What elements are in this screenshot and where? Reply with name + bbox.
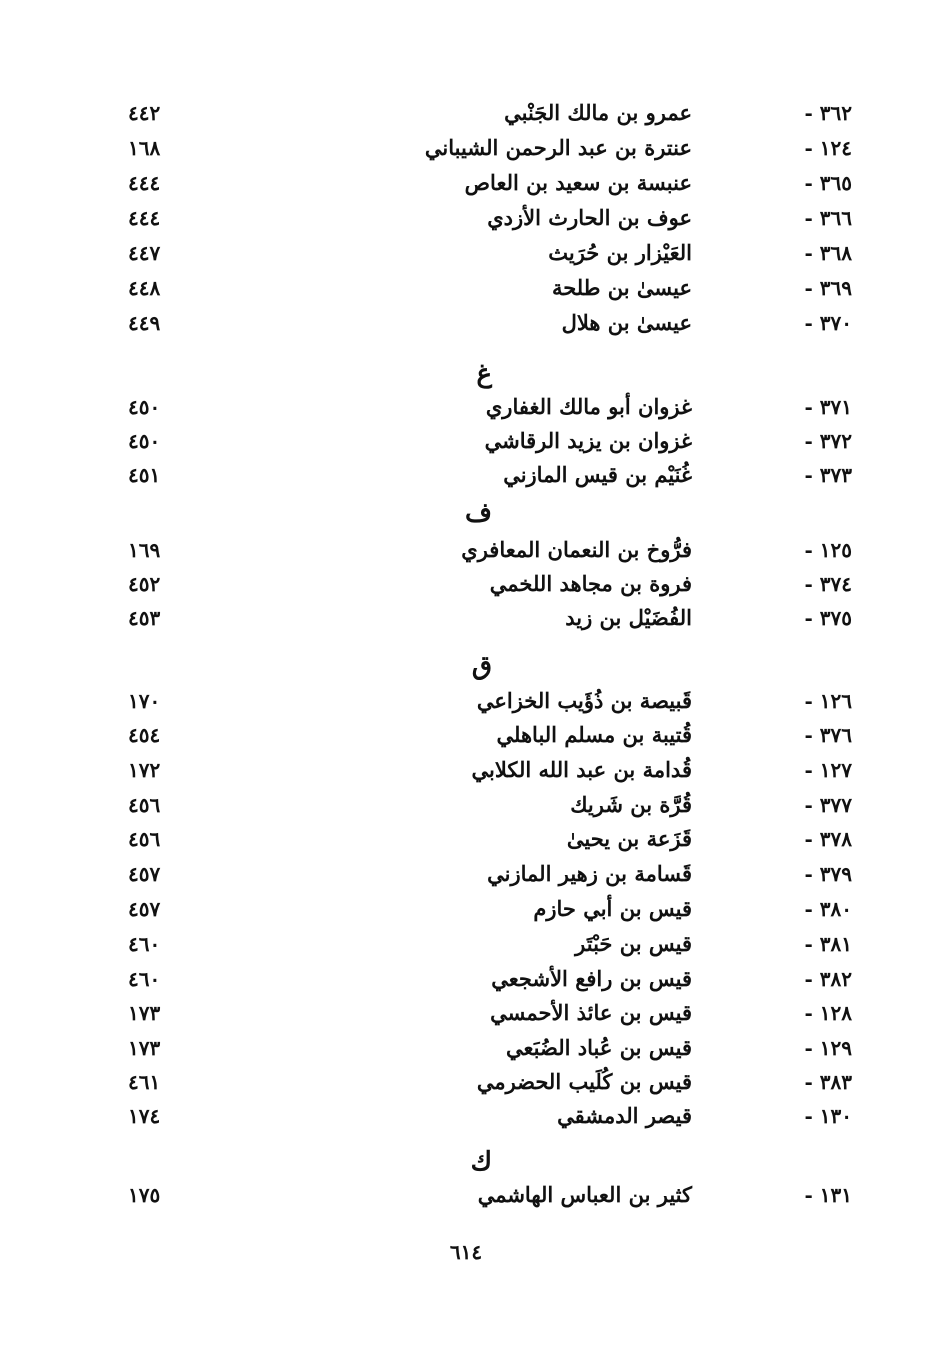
entry-number: ٣٧٣ - (804, 463, 852, 487)
entry-number: ١٢٤ - (804, 136, 852, 160)
entry-name: العَيْزار بن حُرَيث (548, 240, 692, 265)
entry-number: ٣٦٦ - (804, 206, 852, 230)
entry-name: عمرو بن مالك الجَنْبي (504, 100, 692, 125)
entry-name: فروة بن مجاهد اللخمي (489, 571, 692, 596)
page-number: ٦١٤ (449, 1240, 483, 1264)
entry-page: ١٧٣ (128, 1001, 161, 1025)
index-entry (0, 1031, 932, 1065)
entry-number: ٣٨١ - (804, 932, 852, 956)
entry-number: ٣٧٠ - (804, 311, 852, 335)
entry-page: ٤٤٩ (128, 311, 161, 335)
entry-page: ٤٤٧ (128, 241, 161, 265)
entry-name: عيسىٰ بن هلال (561, 310, 692, 335)
index-entry (0, 996, 932, 1030)
entry-page: ٤٥٧ (128, 897, 161, 921)
entry-page: ٤٥٠ (128, 395, 161, 419)
entry-name: قيس بن رافع الأشجعي (491, 966, 692, 991)
entry-page: ٤٥٠ (128, 429, 161, 453)
entry-page: ١٧٤ (128, 1104, 161, 1128)
index-entry (0, 201, 932, 235)
index-entry (0, 166, 932, 200)
entry-number: ٣٦٥ - (804, 171, 852, 195)
entry-page: ١٧٠ (128, 689, 161, 713)
entry-number: ١٢٧ - (804, 758, 852, 782)
index-entry (0, 684, 932, 718)
entry-name: عنترة بن عبد الرحمن الشيباني (424, 135, 692, 160)
entry-name: قَسامة بن زهير المازني (487, 861, 692, 886)
entry-number: ٣٧٧ - (804, 793, 852, 817)
entry-name: قيس بن حَبْتَر (575, 931, 692, 956)
entry-number: ٣٦٩ - (804, 276, 852, 300)
index-entry (0, 390, 932, 424)
entry-name: غزوان أبو مالك الغفاري (485, 394, 692, 419)
index-entry (0, 857, 932, 891)
index-entry (0, 271, 932, 305)
section-letter-heading: ف (465, 498, 492, 528)
entry-page: ١٧٢ (128, 758, 161, 782)
entry-number: ١٣١ - (804, 1183, 852, 1207)
entry-number: ٣٧٦ - (804, 723, 852, 747)
entry-number: ٣٨٠ - (804, 897, 852, 921)
entry-page: ٤٤٨ (128, 276, 161, 300)
index-entry (0, 458, 932, 492)
entry-name: عوف بن الحارث الأزدي (487, 205, 692, 230)
entry-name: غُنَيْم بن قيس المازني (503, 462, 692, 487)
entry-number: ٣٦٢ - (804, 101, 852, 125)
entry-number: ٣٧٢ - (804, 429, 852, 453)
index-entry (0, 96, 932, 130)
entry-number: ٣٦٨ - (804, 241, 852, 265)
entry-page: ٤٥٦ (128, 827, 161, 851)
index-entry (0, 892, 932, 926)
index-entry (0, 1178, 932, 1212)
entry-name: عنبسة بن سعيد بن العاص (464, 170, 692, 195)
entry-page: ٤٦١ (128, 1070, 161, 1094)
entry-page: ٤٥١ (128, 463, 161, 487)
section-letter-heading: غ (476, 359, 492, 389)
entry-name: قيس بن عائذ الأحمسي (490, 1000, 692, 1025)
index-entry (0, 753, 932, 787)
entry-name: قيس بن كُلَيب الحضرمي (476, 1069, 692, 1094)
index-entry (0, 718, 932, 752)
entry-number: ٣٧١ - (804, 395, 852, 419)
entry-name: الفُضَيْل بن زيد (565, 605, 692, 630)
index-entry (0, 306, 932, 340)
index-entry (0, 927, 932, 961)
index-entry (0, 788, 932, 822)
entry-name: قيس بن عُباد الضُبَعي (506, 1035, 692, 1060)
entry-page: ٤٥٢ (128, 572, 161, 596)
entry-page: ٤٥٣ (128, 606, 161, 630)
index-entry (0, 131, 932, 165)
entry-number: ١٢٨ - (804, 1001, 852, 1025)
entry-name: قُدامة بن عبد الله الكلابي (471, 757, 692, 782)
index-entry (0, 1099, 932, 1133)
entry-number: ٣٧٩ - (804, 862, 852, 886)
entry-name: غزوان بن يزيد الرقاشي (484, 428, 692, 453)
entry-page: ١٦٩ (128, 538, 161, 562)
entry-number: ١٢٥ - (804, 538, 852, 562)
entry-page: ٤٦٠ (128, 967, 161, 991)
index-entry (0, 822, 932, 856)
index-entry (0, 601, 932, 635)
entry-number: ٣٧٤ - (804, 572, 852, 596)
entry-page: ٤٥٦ (128, 793, 161, 817)
entry-page: ٤٤٢ (128, 101, 161, 125)
index-entry (0, 567, 932, 601)
entry-name: قَبيصة بن ذُؤَيب الخزاعي (476, 688, 692, 713)
entry-name: كثير بن العباس الهاشمي (477, 1182, 692, 1207)
entry-number: ١٣٠ - (804, 1104, 852, 1128)
index-entry (0, 236, 932, 270)
entry-number: ٣٧٥ - (804, 606, 852, 630)
section-letter-heading: ق (471, 651, 492, 681)
entry-number: ٣٧٨ - (804, 827, 852, 851)
entry-name: قُتيبة بن مسلم الباهلي (496, 722, 692, 747)
section-letter-heading: ك (470, 1147, 492, 1177)
entry-name: قُرَّة بن شَريك (570, 792, 692, 817)
entry-page: ١٦٨ (128, 136, 161, 160)
index-entry (0, 424, 932, 458)
entry-number: ١٢٦ - (804, 689, 852, 713)
entry-number: ٣٨٢ - (804, 967, 852, 991)
entry-page: ٤٦٠ (128, 932, 161, 956)
entry-number: ١٢٩ - (804, 1036, 852, 1060)
entry-name: فرُّوخ بن النعمان المعافري (461, 537, 692, 562)
index-entry (0, 962, 932, 996)
entry-page: ١٧٣ (128, 1036, 161, 1060)
entry-name: قيصر الدمشقي (557, 1103, 692, 1128)
entry-page: ٤٥٤ (128, 723, 161, 747)
entry-number: ٣٨٣ - (804, 1070, 852, 1094)
index-entry (0, 533, 932, 567)
entry-page: ١٧٥ (128, 1183, 161, 1207)
entry-page: ٤٤٤ (128, 171, 161, 195)
entry-name: قَزَعة بن يحيىٰ (566, 826, 692, 851)
entry-name: قيس بن أبي حازم (533, 896, 692, 921)
entry-page: ٤٥٧ (128, 862, 161, 886)
index-entry (0, 1065, 932, 1099)
entry-page: ٤٤٤ (128, 206, 161, 230)
entry-name: عيسىٰ بن طلحة (551, 275, 692, 300)
